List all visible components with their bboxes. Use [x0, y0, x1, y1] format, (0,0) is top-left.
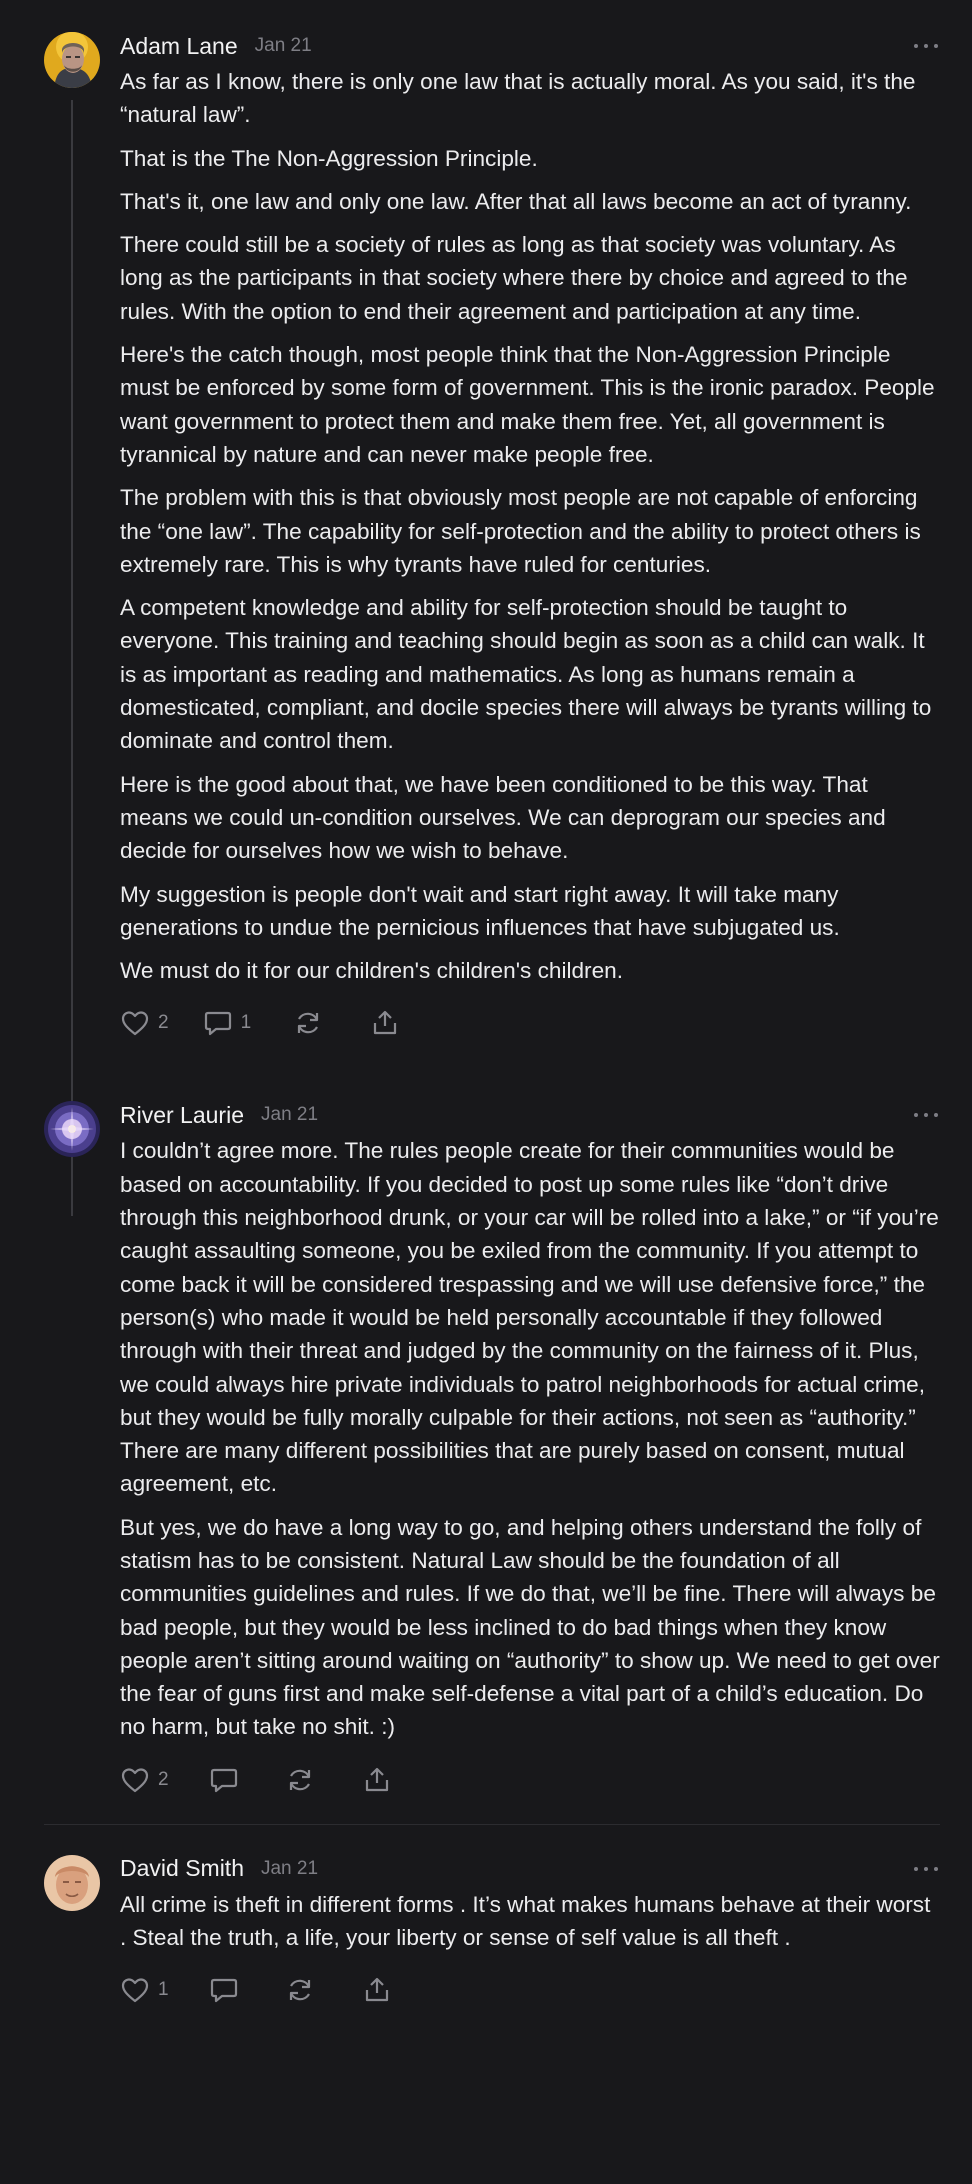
- reply-button[interactable]: [203, 1009, 252, 1037]
- comment-paragraph: My suggestion is people don't wait and start right away. It will take many generations to undue the pernicious influences that have subjugated us.: [120, 881, 840, 940]
- comment-main: [120, 1101, 940, 1799]
- speech-bubble-icon: [209, 1766, 239, 1794]
- restack-button[interactable]: [293, 1009, 323, 1037]
- share-button[interactable]: [371, 1009, 399, 1037]
- comment-paragraph: As far as I know, there is only one law that is actually moral. As you said, it's the “natural law”.: [120, 69, 916, 128]
- comment-body: [120, 65, 940, 987]
- avatar[interactable]: [44, 1101, 100, 1157]
- like-count: 2: [158, 1012, 169, 1034]
- comment-paragraph: But yes, we do have a long way to go, and helping others understand the folly of statism has to be consistent. Natural Law should be the foundation of all communities guidelines and rules. If we do that, we’ll be fine. There will always be bad people, but they would be less inclined to do bad things when they know people aren’t sitting around waiting on “authority” to show up. We need to get over the fear of guns first and make self-defense a vital part of a child’s education. Do no harm, but take no shit. :): [120, 1514, 940, 1740]
- avatar[interactable]: [44, 32, 100, 88]
- more-dots-icon[interactable]: [912, 1859, 940, 1879]
- comment-actions: [120, 1760, 940, 1800]
- share-upload-icon: [363, 1766, 391, 1794]
- share-button[interactable]: [363, 1766, 391, 1794]
- reply-button[interactable]: [209, 1976, 239, 2004]
- comment-main: [120, 1855, 940, 2011]
- comment-body: [120, 1134, 940, 1743]
- reply-button[interactable]: [209, 1766, 239, 1794]
- comment-paragraph: All crime is theft in different forms . It’s what makes humans behave at their worst . Steal the truth, a life, your liberty or sense of self value is all theft .: [120, 1891, 931, 1951]
- comment-paragraph: Here is the good about that, we have been conditioned to be this way. That means we could un-condition ourselves. We can deprogram our species and decide for ourselves how we wish to behave.: [120, 771, 886, 864]
- comment-body: [120, 1888, 940, 1955]
- like-button[interactable]: [120, 1009, 169, 1037]
- heart-icon: [120, 1976, 150, 2004]
- comment-date[interactable]: Jan 21: [254, 35, 312, 56]
- like-count: 2: [158, 1768, 169, 1790]
- heart-icon: [120, 1009, 150, 1037]
- more-dots-icon[interactable]: [912, 36, 940, 56]
- comment-paragraph: That is the The Non-Aggression Principle.: [120, 145, 538, 171]
- comment-date[interactable]: Jan 21: [260, 1857, 319, 1879]
- comment-header: [120, 1101, 940, 1129]
- comment-header: [120, 32, 940, 60]
- share-upload-icon: [371, 1009, 399, 1037]
- share-upload-icon: [363, 1976, 391, 2004]
- refresh-arrows-icon: [293, 1009, 323, 1037]
- comment-paragraph: I couldn’t agree more. The rules people create for their communities would be based on accountability. If you decided to post up some rules like “don’t drive through this neighborhood drunk, or your car will be rolled into a lake,” or “if you’re caught assaulting someone, you be exiled from the community. If you attempt to come back it will be considered trespassing and we will use defensive force,” the person(s) who made it would be held personally accountable if they followed through with their threat and judged by the community on the fairness of it. Plus, we could always hire private individuals to patrol neighborhoods for actual crime, but they would be fully morally culpable for their actions, not seen as “authority.” There are many different possibilities that are purely based on consent, mutual agreement, etc.: [120, 1138, 939, 1497]
- comment-actions: [120, 1003, 940, 1043]
- speech-bubble-icon: [209, 1976, 239, 2004]
- share-button[interactable]: [363, 1976, 391, 2004]
- restack-button[interactable]: [285, 1766, 315, 1794]
- reply-count: 1: [240, 1012, 252, 1034]
- comment-paragraph: The problem with this is that obviously most people are not capable of enforcing the “one law”. The capability for self-protection and the ability to protect others is extremely rare. This is why tyrants have ruled for centuries.: [120, 485, 921, 577]
- comment-gutter: [44, 1101, 120, 1799]
- author-name[interactable]: David Smith: [120, 1855, 244, 1882]
- comment-paragraph: There could still be a society of rules as long as that society was voluntary. As long as the participants in that society where there by choice and agreed to the rules. With the option to end their agreement and participation at any time.: [120, 232, 908, 324]
- avatar[interactable]: [44, 1855, 100, 1911]
- comment-paragraph: We must do it for our children's children's children.: [120, 958, 623, 984]
- restack-button[interactable]: [285, 1976, 315, 2004]
- refresh-arrows-icon: [285, 1976, 315, 2004]
- comment-adam-lane: [0, 0, 972, 1043]
- like-button[interactable]: [120, 1766, 169, 1794]
- refresh-arrows-icon: [285, 1766, 315, 1794]
- comment-date[interactable]: Jan 21: [261, 1104, 319, 1126]
- like-count: 1: [158, 1979, 169, 2001]
- author-name[interactable]: Adam Lane: [120, 32, 238, 59]
- comment-river-laurie: [0, 1043, 972, 1799]
- comment-gutter: [44, 1855, 120, 2011]
- speech-bubble-icon: [203, 1009, 233, 1037]
- comment-paragraph: Here's the catch though, most people think that the Non-Aggression Principle must be enforced by some form of government. This is the ironic paradox. People want government to protect them and make them free. Yet, all government is tyrannical by nature and can never make people free.: [120, 342, 935, 467]
- more-dots-icon[interactable]: [912, 1105, 940, 1125]
- comment-actions: [120, 1970, 940, 2010]
- comment-gutter: [44, 32, 120, 1043]
- heart-icon: [120, 1766, 150, 1794]
- comment-paragraph: A competent knowledge and ability for self-protection should be taught to everyone. This training and teaching should begin as soon as a child can walk. It is as important as reading and mathematics. As long as humans remain a domesticated, compliant, and docile species there will always be tyrants willing to dominate and control them.: [120, 595, 932, 754]
- comment-paragraph: That's it, one law and only one law. After that all laws become an act of tyranny.: [120, 188, 912, 214]
- comment-david-smith: [0, 1825, 972, 2011]
- author-name[interactable]: River Laurie: [120, 1101, 244, 1128]
- comment-main: [120, 32, 940, 1043]
- like-button[interactable]: [120, 1976, 169, 2004]
- comment-header: [120, 1855, 940, 1883]
